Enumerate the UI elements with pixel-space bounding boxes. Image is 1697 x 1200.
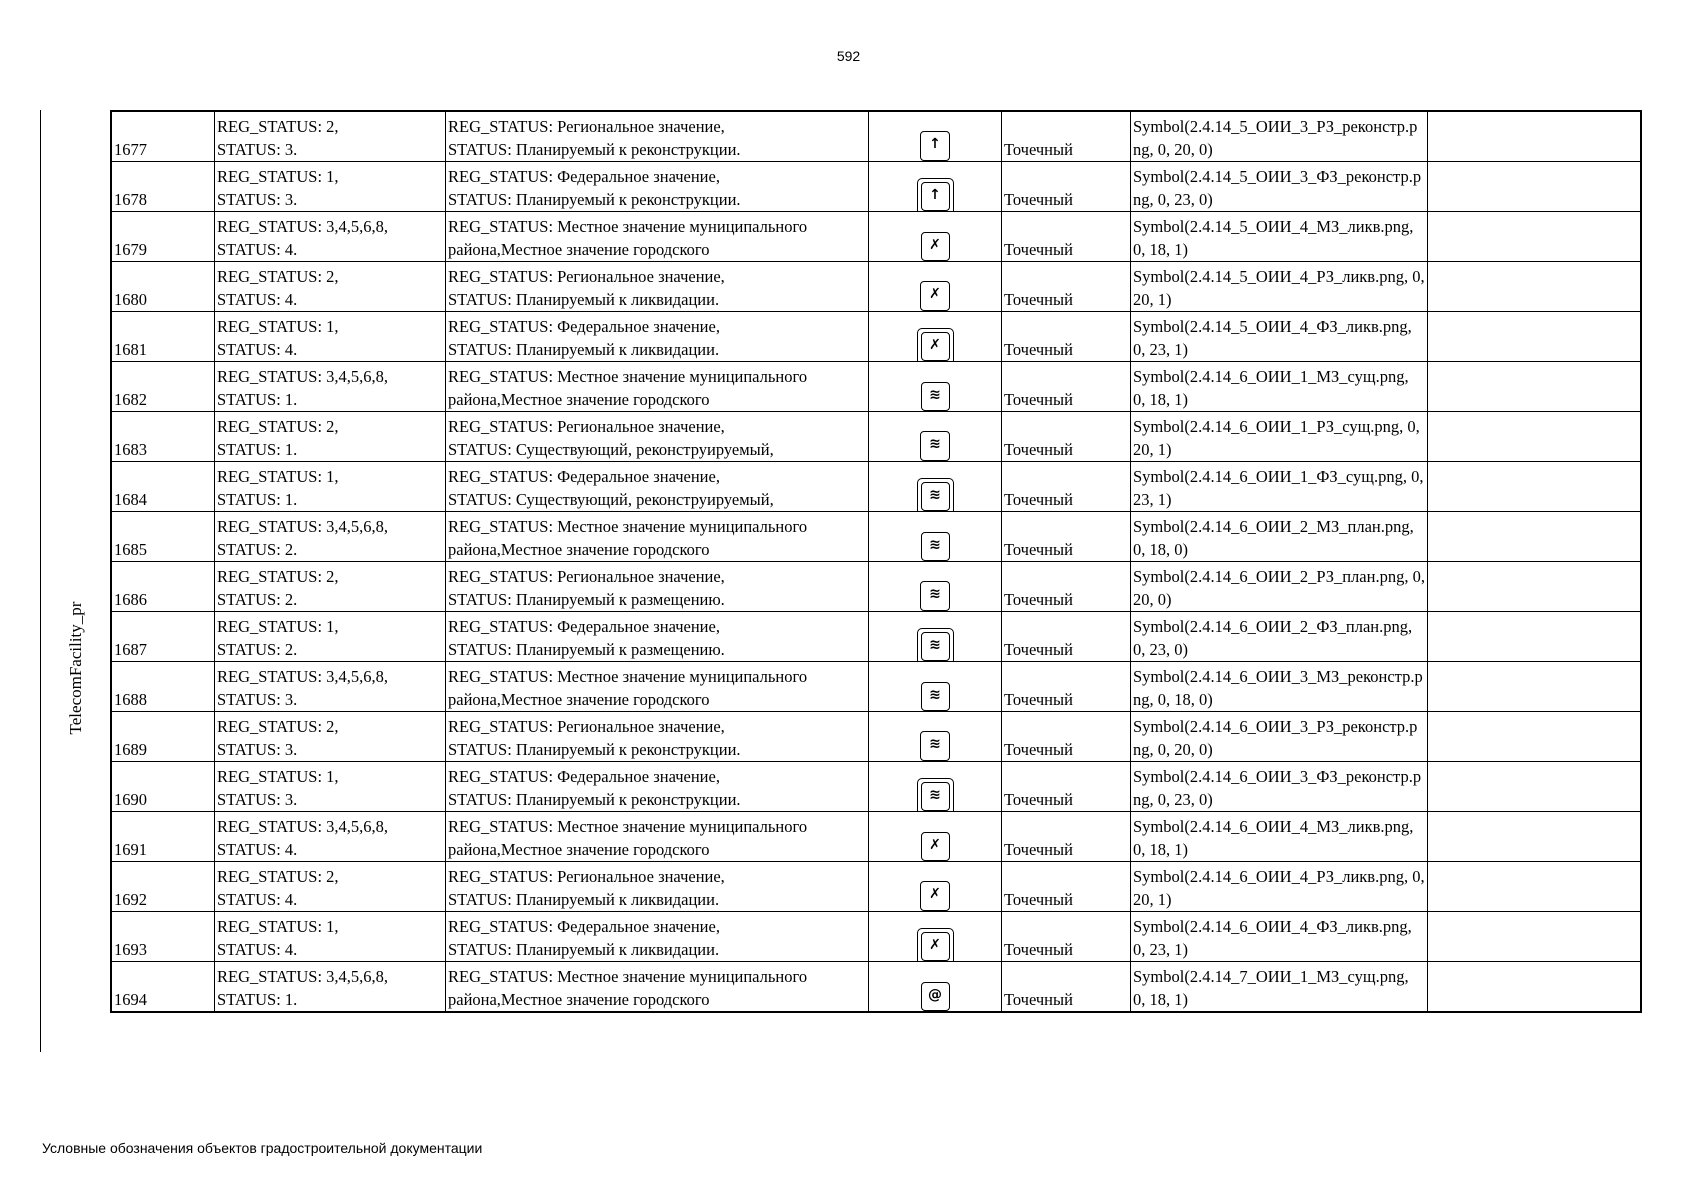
table-row bbox=[111, 362, 1641, 412]
status-line: STATUS: 2. bbox=[217, 640, 298, 659]
reg-status-cell bbox=[215, 262, 446, 312]
symbol-cell bbox=[869, 412, 1002, 462]
row-id: 1679 bbox=[111, 212, 215, 262]
reg-status-cell bbox=[215, 512, 446, 562]
description-line-2: STATUS: Существующий, реконструируемый, bbox=[448, 440, 774, 459]
empty-cell bbox=[1428, 412, 1642, 462]
table-row bbox=[111, 862, 1641, 912]
description-line-1: REG_STATUS: Федеральное значение, bbox=[448, 617, 720, 636]
description-line-2: района,Местное значение городского bbox=[448, 690, 710, 709]
radio-mast-icon: ≋ bbox=[920, 731, 950, 761]
empty-cell bbox=[1428, 162, 1642, 212]
reg-status-line: REG_STATUS: 2, bbox=[217, 717, 339, 736]
symbol-expression-cell: Symbol(2.4.14_6_ОИИ_4_ФЗ_ликв.png, 0, 23, 1) bbox=[1131, 912, 1428, 962]
description-cell bbox=[446, 762, 869, 812]
description-cell bbox=[446, 562, 869, 612]
empty-cell bbox=[1428, 962, 1642, 1013]
description-cell bbox=[446, 712, 869, 762]
description-line-2: района,Местное значение городского bbox=[448, 990, 710, 1009]
empty-cell bbox=[1428, 512, 1642, 562]
reg-status-cell bbox=[215, 862, 446, 912]
reg-status-cell bbox=[215, 462, 446, 512]
description-cell bbox=[446, 412, 869, 462]
empty-cell bbox=[1428, 612, 1642, 662]
description-line-2: STATUS: Планируемый к реконструкции. bbox=[448, 140, 741, 159]
symbol-expression-cell: Symbol(2.4.14_6_ОИИ_1_ФЗ_сущ.png, 0, 23, 1) bbox=[1131, 462, 1428, 512]
row-id: 1683 bbox=[111, 412, 215, 462]
table-row bbox=[111, 612, 1641, 662]
layer-name-label: TelecomFacility_pr bbox=[66, 601, 85, 735]
description-line-2: STATUS: Планируемый к ликвидации. bbox=[448, 890, 720, 909]
description-line-1: REG_STATUS: Местное значение муниципального bbox=[448, 217, 808, 236]
description-line-2: STATUS: Существующий, реконструируемый, bbox=[448, 490, 774, 509]
table-row bbox=[111, 712, 1641, 762]
table-row bbox=[111, 262, 1641, 312]
status-line: STATUS: 4. bbox=[217, 840, 298, 859]
geometry-type-cell: Точечный bbox=[1002, 912, 1131, 962]
reg-status-line: REG_STATUS: 1, bbox=[217, 317, 339, 336]
geometry-type-cell: Точечный bbox=[1002, 362, 1131, 412]
description-line-1: REG_STATUS: Местное значение муниципального bbox=[448, 367, 808, 386]
geometry-type-cell: Точечный bbox=[1002, 862, 1131, 912]
status-line: STATUS: 3. bbox=[217, 140, 298, 159]
status-line: STATUS: 3. bbox=[217, 740, 298, 759]
description-cell bbox=[446, 111, 869, 162]
reg-status-cell bbox=[215, 712, 446, 762]
reg-status-line: REG_STATUS: 2, bbox=[217, 267, 339, 286]
symbol-cell bbox=[869, 162, 1002, 212]
status-line: STATUS: 1. bbox=[217, 990, 298, 1009]
symbol-expression-cell: Symbol(2.4.14_5_ОИИ_4_МЗ_ликв.png, 0, 18, 1) bbox=[1131, 212, 1428, 262]
symbol-cell bbox=[869, 312, 1002, 362]
description-cell bbox=[446, 162, 869, 212]
crossed-arrow-icon: ✗ bbox=[921, 232, 950, 261]
radio-mast-icon: ≋ bbox=[921, 532, 950, 561]
geometry-type-cell: Точечный bbox=[1002, 712, 1131, 762]
description-cell bbox=[446, 312, 869, 362]
table-row bbox=[111, 462, 1641, 512]
row-id: 1688 bbox=[111, 662, 215, 712]
reg-status-cell bbox=[215, 912, 446, 962]
geometry-type-cell: Точечный bbox=[1002, 111, 1131, 162]
row-id: 1691 bbox=[111, 812, 215, 862]
geometry-type-cell: Точечный bbox=[1002, 462, 1131, 512]
reg-status-line: REG_STATUS: 3,4,5,6,8, bbox=[217, 667, 389, 686]
arrow-up-icon: ↑ bbox=[920, 131, 950, 161]
description-cell bbox=[446, 912, 869, 962]
description-line-2: района,Местное значение городского bbox=[448, 540, 710, 559]
reg-status-cell bbox=[215, 312, 446, 362]
crossed-arrow-icon: ✗ bbox=[921, 332, 950, 361]
status-line: STATUS: 4. bbox=[217, 240, 298, 259]
description-line-2: STATUS: Планируемый к размещению. bbox=[448, 590, 725, 609]
crossed-arrow-icon: ✗ bbox=[920, 281, 950, 311]
description-cell bbox=[446, 662, 869, 712]
reg-status-cell bbox=[215, 962, 446, 1013]
page-number: 592 bbox=[836, 48, 861, 64]
symbol-expression-cell: Symbol(2.4.14_5_ОИИ_4_ФЗ_ликв.png, 0, 23, 1) bbox=[1131, 312, 1428, 362]
reg-status-cell bbox=[215, 812, 446, 862]
symbol-expression-cell: Symbol(2.4.14_6_ОИИ_1_РЗ_сущ.png, 0, 20, 1) bbox=[1131, 412, 1428, 462]
row-id: 1680 bbox=[111, 262, 215, 312]
reg-status-cell bbox=[215, 212, 446, 262]
symbol-cell bbox=[869, 962, 1002, 1013]
geometry-type-cell: Точечный bbox=[1002, 562, 1131, 612]
symbol-cell bbox=[869, 212, 1002, 262]
description-cell bbox=[446, 962, 869, 1013]
geometry-type-cell: Точечный bbox=[1002, 612, 1131, 662]
empty-cell bbox=[1428, 912, 1642, 962]
symbol-table-body bbox=[111, 111, 1641, 1012]
empty-cell bbox=[1428, 762, 1642, 812]
reg-status-line: REG_STATUS: 1, bbox=[217, 767, 339, 786]
reg-status-line: REG_STATUS: 3,4,5,6,8, bbox=[217, 217, 389, 236]
symbol-cell bbox=[869, 712, 1002, 762]
description-line-1: REG_STATUS: Региональное значение, bbox=[448, 117, 725, 136]
row-id: 1686 bbox=[111, 562, 215, 612]
symbol-table bbox=[110, 110, 1642, 1013]
reg-status-line: REG_STATUS: 2, bbox=[217, 867, 339, 886]
radio-mast-icon: ≋ bbox=[921, 482, 950, 511]
radio-mast-icon: ≋ bbox=[920, 431, 950, 461]
description-line-1: REG_STATUS: Региональное значение, bbox=[448, 417, 725, 436]
radio-mast-icon: ≋ bbox=[921, 682, 950, 711]
geometry-type-cell: Точечный bbox=[1002, 662, 1131, 712]
reg-status-cell bbox=[215, 362, 446, 412]
reg-status-line: REG_STATUS: 1, bbox=[217, 467, 339, 486]
table-row bbox=[111, 111, 1641, 162]
table-row bbox=[111, 312, 1641, 362]
description-line-2: STATUS: Планируемый к реконструкции. bbox=[448, 740, 741, 759]
geometry-type-cell: Точечный bbox=[1002, 262, 1131, 312]
empty-cell bbox=[1428, 262, 1642, 312]
status-line: STATUS: 3. bbox=[217, 190, 298, 209]
description-cell bbox=[446, 462, 869, 512]
geometry-type-cell: Точечный bbox=[1002, 212, 1131, 262]
table-row bbox=[111, 212, 1641, 262]
crossed-mast-icon: ✗ bbox=[921, 832, 950, 861]
geometry-type-cell: Точечный bbox=[1002, 812, 1131, 862]
table-row bbox=[111, 162, 1641, 212]
status-line: STATUS: 1. bbox=[217, 490, 298, 509]
reg-status-line: REG_STATUS: 3,4,5,6,8, bbox=[217, 817, 389, 836]
geometry-type-cell: Точечный bbox=[1002, 162, 1131, 212]
status-line: STATUS: 3. bbox=[217, 690, 298, 709]
symbol-expression-cell: Symbol(2.4.14_6_ОИИ_4_РЗ_ликв.png, 0, 20, 1) bbox=[1131, 862, 1428, 912]
status-line: STATUS: 4. bbox=[217, 340, 298, 359]
description-line-1: REG_STATUS: Федеральное значение, bbox=[448, 767, 720, 786]
symbol-cell bbox=[869, 812, 1002, 862]
empty-cell bbox=[1428, 462, 1642, 512]
radio-mast-icon: ≋ bbox=[920, 581, 950, 611]
symbol-cell bbox=[869, 262, 1002, 312]
symbol-cell bbox=[869, 912, 1002, 962]
description-line-2: STATUS: Планируемый к ликвидации. bbox=[448, 290, 720, 309]
table-row bbox=[111, 412, 1641, 462]
reg-status-line: REG_STATUS: 3,4,5,6,8, bbox=[217, 967, 389, 986]
arrow-up-icon: ↑ bbox=[921, 182, 950, 211]
symbol-cell bbox=[869, 362, 1002, 412]
symbol-expression-cell: Symbol(2.4.14_6_ОИИ_3_МЗ_реконстр.png, 0, 18, 0) bbox=[1131, 662, 1428, 712]
description-cell bbox=[446, 362, 869, 412]
symbol-expression-cell: Symbol(2.4.14_6_ОИИ_2_РЗ_план.png, 0, 20, 0) bbox=[1131, 562, 1428, 612]
table-row bbox=[111, 912, 1641, 962]
description-cell bbox=[446, 612, 869, 662]
symbol-expression-cell: Symbol(2.4.14_6_ОИИ_1_МЗ_сущ.png, 0, 18, 1) bbox=[1131, 362, 1428, 412]
description-cell bbox=[446, 212, 869, 262]
empty-cell bbox=[1428, 362, 1642, 412]
description-line-2: STATUS: Планируемый к реконструкции. bbox=[448, 190, 741, 209]
empty-cell bbox=[1428, 312, 1642, 362]
symbol-expression-cell: Symbol(2.4.14_6_ОИИ_3_ФЗ_реконстр.png, 0, 23, 0) bbox=[1131, 762, 1428, 812]
status-line: STATUS: 4. bbox=[217, 290, 298, 309]
description-line-1: REG_STATUS: Региональное значение, bbox=[448, 267, 725, 286]
status-line: STATUS: 4. bbox=[217, 940, 298, 959]
symbol-cell bbox=[869, 462, 1002, 512]
at-sign-icon: @ bbox=[921, 982, 950, 1011]
symbol-cell bbox=[869, 862, 1002, 912]
description-line-1: REG_STATUS: Местное значение муниципального bbox=[448, 817, 808, 836]
symbol-expression-cell: Symbol(2.4.14_7_ОИИ_1_МЗ_сущ.png, 0, 18, 1) bbox=[1131, 962, 1428, 1013]
table-row bbox=[111, 512, 1641, 562]
radio-mast-icon: ≋ bbox=[921, 382, 950, 411]
radio-mast-icon: ≋ bbox=[921, 632, 950, 661]
reg-status-cell bbox=[215, 762, 446, 812]
description-cell bbox=[446, 512, 869, 562]
row-id: 1690 bbox=[111, 762, 215, 812]
description-line-1: REG_STATUS: Федеральное значение, bbox=[448, 467, 720, 486]
geometry-type-cell: Точечный bbox=[1002, 412, 1131, 462]
description-line-1: REG_STATUS: Региональное значение, bbox=[448, 867, 725, 886]
symbol-expression-cell: Symbol(2.4.14_6_ОИИ_2_ФЗ_план.png, 0, 23, 0) bbox=[1131, 612, 1428, 662]
description-line-2: района,Местное значение городского bbox=[448, 240, 710, 259]
row-id: 1687 bbox=[111, 612, 215, 662]
reg-status-line: REG_STATUS: 2, bbox=[217, 417, 339, 436]
status-line: STATUS: 4. bbox=[217, 890, 298, 909]
reg-status-cell bbox=[215, 111, 446, 162]
geometry-type-cell: Точечный bbox=[1002, 762, 1131, 812]
reg-status-line: REG_STATUS: 1, bbox=[217, 917, 339, 936]
table-row bbox=[111, 562, 1641, 612]
row-id: 1694 bbox=[111, 962, 215, 1013]
row-id: 1693 bbox=[111, 912, 215, 962]
reg-status-line: REG_STATUS: 3,4,5,6,8, bbox=[217, 517, 389, 536]
status-line: STATUS: 2. bbox=[217, 590, 298, 609]
symbol-cell bbox=[869, 662, 1002, 712]
symbol-cell bbox=[869, 111, 1002, 162]
symbol-expression-cell: Symbol(2.4.14_5_ОИИ_4_РЗ_ликв.png, 0, 20, 1) bbox=[1131, 262, 1428, 312]
row-id: 1681 bbox=[111, 312, 215, 362]
description-line-2: STATUS: Планируемый к размещению. bbox=[448, 640, 725, 659]
geometry-type-cell: Точечный bbox=[1002, 312, 1131, 362]
description-line-1: REG_STATUS: Региональное значение, bbox=[448, 717, 725, 736]
symbol-cell bbox=[869, 512, 1002, 562]
empty-cell bbox=[1428, 862, 1642, 912]
symbol-cell bbox=[869, 762, 1002, 812]
row-id: 1684 bbox=[111, 462, 215, 512]
symbol-expression-cell: Symbol(2.4.14_6_ОИИ_4_МЗ_ликв.png, 0, 18, 1) bbox=[1131, 812, 1428, 862]
empty-cell bbox=[1428, 712, 1642, 762]
empty-cell bbox=[1428, 111, 1642, 162]
reg-status-cell bbox=[215, 612, 446, 662]
radio-mast-icon: ≋ bbox=[921, 782, 950, 811]
reg-status-line: REG_STATUS: 1, bbox=[217, 617, 339, 636]
empty-cell bbox=[1428, 812, 1642, 862]
symbol-cell bbox=[869, 562, 1002, 612]
symbol-expression-cell: Symbol(2.4.14_5_ОИИ_3_РЗ_реконстр.png, 0, 20, 0) bbox=[1131, 111, 1428, 162]
description-cell bbox=[446, 812, 869, 862]
side-rule bbox=[40, 110, 41, 1052]
empty-cell bbox=[1428, 662, 1642, 712]
table-row bbox=[111, 812, 1641, 862]
symbol-expression-cell: Symbol(2.4.14_5_ОИИ_3_ФЗ_реконстр.png, 0, 23, 0) bbox=[1131, 162, 1428, 212]
description-line-1: REG_STATUS: Федеральное значение, bbox=[448, 317, 720, 336]
description-cell bbox=[446, 262, 869, 312]
crossed-mast-icon: ✗ bbox=[920, 881, 950, 911]
description-line-2: района,Местное значение городского bbox=[448, 390, 710, 409]
row-id: 1682 bbox=[111, 362, 215, 412]
reg-status-line: REG_STATUS: 3,4,5,6,8, bbox=[217, 367, 389, 386]
status-line: STATUS: 2. bbox=[217, 540, 298, 559]
reg-status-cell bbox=[215, 412, 446, 462]
description-line-1: REG_STATUS: Местное значение муниципального bbox=[448, 967, 808, 986]
table-row bbox=[111, 962, 1641, 1013]
row-id: 1692 bbox=[111, 862, 215, 912]
description-line-2: STATUS: Планируемый к ликвидации. bbox=[448, 940, 720, 959]
reg-status-line: REG_STATUS: 2, bbox=[217, 117, 339, 136]
description-line-1: REG_STATUS: Местное значение муниципального bbox=[448, 517, 808, 536]
description-line-1: REG_STATUS: Федеральное значение, bbox=[448, 917, 720, 936]
symbol-expression-cell: Symbol(2.4.14_6_ОИИ_2_МЗ_план.png, 0, 18, 0) bbox=[1131, 512, 1428, 562]
symbol-expression-cell: Symbol(2.4.14_6_ОИИ_3_РЗ_реконстр.png, 0, 20, 0) bbox=[1131, 712, 1428, 762]
reg-status-cell bbox=[215, 562, 446, 612]
symbol-cell bbox=[869, 612, 1002, 662]
reg-status-cell bbox=[215, 162, 446, 212]
row-id: 1677 bbox=[111, 111, 215, 162]
description-line-2: STATUS: Планируемый к ликвидации. bbox=[448, 340, 720, 359]
description-line-1: REG_STATUS: Региональное значение, bbox=[448, 567, 725, 586]
description-line-2: района,Местное значение городского bbox=[448, 840, 710, 859]
crossed-mast-icon: ✗ bbox=[921, 932, 950, 961]
reg-status-line: REG_STATUS: 1, bbox=[217, 167, 339, 186]
geometry-type-cell: Точечный bbox=[1002, 512, 1131, 562]
status-line: STATUS: 1. bbox=[217, 440, 298, 459]
table-row bbox=[111, 762, 1641, 812]
description-cell bbox=[446, 862, 869, 912]
row-id: 1685 bbox=[111, 512, 215, 562]
row-id: 1689 bbox=[111, 712, 215, 762]
description-line-1: REG_STATUS: Федеральное значение, bbox=[448, 167, 720, 186]
geometry-type-cell: Точечный bbox=[1002, 962, 1131, 1013]
empty-cell bbox=[1428, 562, 1642, 612]
status-line: STATUS: 3. bbox=[217, 790, 298, 809]
description-line-1: REG_STATUS: Местное значение муниципального bbox=[448, 667, 808, 686]
table-row bbox=[111, 662, 1641, 712]
reg-status-cell bbox=[215, 662, 446, 712]
empty-cell bbox=[1428, 212, 1642, 262]
row-id: 1678 bbox=[111, 162, 215, 212]
status-line: STATUS: 1. bbox=[217, 390, 298, 409]
document-footer: Условные обозначения объектов градостроительной документации bbox=[42, 1140, 483, 1156]
description-line-2: STATUS: Планируемый к реконструкции. bbox=[448, 790, 741, 809]
reg-status-line: REG_STATUS: 2, bbox=[217, 567, 339, 586]
